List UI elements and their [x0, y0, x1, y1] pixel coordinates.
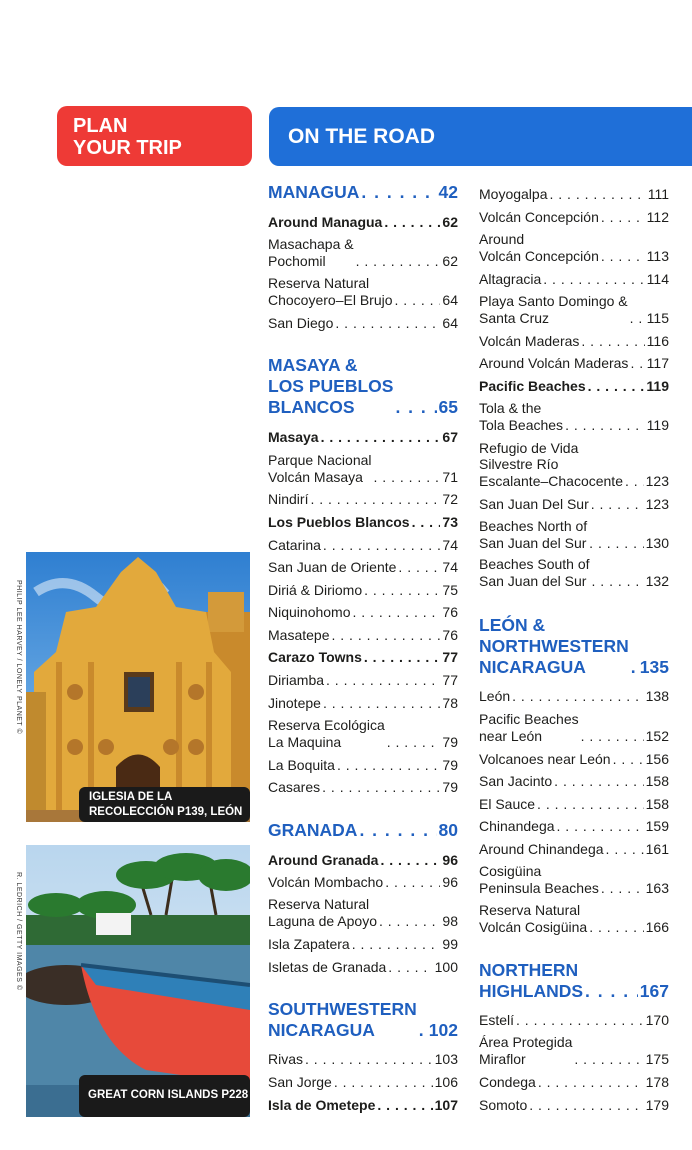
toc-entry — [479, 796, 669, 813]
dot-leader — [387, 734, 441, 751]
toc-entry — [268, 896, 458, 929]
toc-entry — [268, 537, 458, 554]
entry-title: Volcán Concepción — [479, 208, 599, 225]
page-number: 179 — [645, 1096, 669, 1113]
page-number: 102 — [428, 1020, 458, 1040]
page-number: 96 — [442, 873, 458, 890]
dot-leader — [592, 573, 644, 590]
dot-leader — [356, 253, 441, 270]
toc-entry — [479, 773, 669, 790]
entry-title: Reserva Natural Laguna de Apoyo — [268, 896, 377, 929]
entry-title: Isletas de Granada — [268, 958, 387, 975]
page-number: 123 — [645, 472, 669, 489]
dot-leader — [388, 959, 432, 976]
plan-tab-line2: YOUR TRIP — [73, 137, 182, 159]
entry-title: SOUTHWESTERN NICARAGUA — [268, 999, 417, 1040]
dot-leader — [335, 315, 440, 332]
photo-credit-bottom: R. LEDRICH / GETTY IMAGES © — [15, 872, 22, 991]
toc-entry — [479, 378, 669, 395]
page-number: 152 — [645, 727, 669, 744]
entry-title: Isla de Ometepe — [268, 1096, 376, 1113]
entry-title: Moyogalpa — [479, 185, 548, 202]
page-number: 72 — [442, 490, 458, 507]
page-number: 62 — [442, 213, 458, 230]
contents-column-3 — [479, 0, 669, 1150]
toc-entry — [268, 315, 458, 332]
dot-leader — [385, 874, 440, 891]
page-number: 64 — [442, 314, 458, 331]
page-number: 178 — [645, 1073, 669, 1090]
dot-leader — [537, 796, 644, 813]
entry-title: Beaches North of San Juan del Sur — [479, 518, 588, 551]
page-number: 76 — [442, 603, 458, 620]
toc-entry — [268, 852, 458, 869]
page-number: 79 — [442, 733, 458, 750]
page-number: 106 — [434, 1073, 458, 1090]
dot-leader — [353, 604, 441, 621]
page-number: 67 — [442, 428, 458, 445]
entry-title: Around Granada — [268, 851, 379, 868]
entry-title: Parque Nacional Volcán Masaya — [268, 452, 372, 485]
dot-leader — [321, 429, 441, 446]
entry-title: León — [479, 687, 511, 704]
toc-entry — [479, 209, 669, 226]
dot-leader — [395, 292, 441, 309]
page-number: 167 — [639, 981, 669, 1001]
toc-entry — [479, 818, 669, 835]
entry-title: Around Managua — [268, 213, 383, 230]
toc-entry — [268, 452, 458, 485]
dot-leader — [574, 1051, 643, 1068]
section-heading — [479, 615, 669, 678]
toc-entry — [479, 751, 669, 768]
section-heading — [479, 960, 669, 1002]
entry-title: Rivas — [268, 1050, 304, 1067]
entry-title: Jinotepe — [268, 694, 321, 711]
entry-title: Niquinohomo — [268, 603, 351, 620]
toc-entry — [268, 627, 458, 644]
page-number: 158 — [645, 795, 669, 812]
entry-title: Pacific Beaches — [479, 377, 586, 394]
dot-leader — [529, 1097, 643, 1114]
page-number: 75 — [442, 581, 458, 598]
entry-title: Cosigüina Peninsula Beaches — [479, 863, 599, 896]
entry-title: Around Chinandega — [479, 840, 604, 857]
entry-title: MASAYA & LOS PUEBLOS BLANCOS — [268, 355, 394, 417]
page-number: 65 — [438, 397, 458, 417]
toc-entry — [479, 518, 669, 551]
entry-title: NORTHERN HIGHLANDS — [479, 960, 584, 1001]
toc-entry — [479, 355, 669, 372]
toc-entry — [268, 236, 458, 269]
toc-entry — [479, 1097, 669, 1114]
toc-entry — [479, 293, 669, 326]
entry-title: La Boquita — [268, 756, 335, 773]
page-number: 161 — [645, 840, 669, 857]
dot-leader — [512, 688, 643, 705]
dot-leader — [364, 649, 441, 666]
entry-title: Volcanoes near León — [479, 750, 611, 767]
entry-title: Diriá & Diriomo — [268, 581, 363, 598]
entry-title: Área Protegida Miraflor — [479, 1034, 573, 1067]
dot-leader — [630, 355, 644, 372]
entry-title: Around Volcán Maderas — [479, 354, 629, 371]
section-heading — [268, 355, 458, 418]
entry-title: Masachapa & Pochomil — [268, 236, 354, 269]
dot-leader — [310, 491, 440, 508]
page-number: 166 — [645, 918, 669, 935]
toc-entry — [479, 231, 669, 264]
dot-leader — [565, 417, 645, 434]
dot-leader — [601, 880, 644, 897]
page-number: 119 — [646, 416, 669, 433]
toc-entry — [479, 1034, 669, 1067]
page-number: 156 — [645, 750, 669, 767]
page-number: 107 — [434, 1096, 458, 1113]
page-number: 114 — [646, 270, 669, 287]
dot-leader — [380, 852, 440, 869]
entry-title: Diriamba — [268, 671, 325, 688]
page-number: 175 — [645, 1050, 669, 1067]
dot-leader — [337, 757, 440, 774]
entry-title: Somoto — [479, 1096, 528, 1113]
dot-leader — [557, 818, 644, 835]
photo-caption-iglesia: IGLESIA DE LA RECOLECCIÓN P139, LEÓN — [79, 787, 250, 822]
page-number: 76 — [442, 626, 458, 643]
toc-entry — [479, 440, 669, 490]
entry-title: Condega — [479, 1073, 536, 1090]
dot-leader — [323, 695, 440, 712]
page-number: 112 — [646, 208, 669, 225]
page-number: 42 — [438, 182, 458, 202]
entry-title: San Jorge — [268, 1073, 332, 1090]
church-illustration — [26, 552, 250, 822]
dot-leader — [591, 496, 644, 513]
dot-leader — [326, 672, 440, 689]
toc-entry — [268, 1051, 458, 1068]
toc-entry — [268, 429, 458, 446]
entry-title: San Diego — [268, 314, 334, 331]
dot-leader — [585, 981, 638, 1002]
toc-entry — [268, 491, 458, 508]
plan-tab-line1: PLAN — [73, 115, 128, 137]
toc-entry — [479, 333, 669, 350]
entry-title: MANAGUA — [268, 182, 360, 202]
entry-title: Playa Santo Domingo & Santa Cruz — [479, 293, 628, 326]
toc-entry — [479, 863, 669, 896]
photo-credit-top: PHILIP LEE HARVEY / LONELY PLANET © — [15, 580, 22, 735]
toc-entry — [268, 582, 458, 599]
page-number: 100 — [434, 958, 458, 975]
page-number: 74 — [442, 558, 458, 575]
page-number: 79 — [442, 756, 458, 773]
dot-leader — [334, 1074, 433, 1091]
dot-leader — [630, 310, 645, 327]
page-number: 96 — [442, 851, 458, 868]
page-number: 99 — [442, 935, 458, 952]
page-number: 74 — [442, 536, 458, 553]
toc-entry — [268, 672, 458, 689]
entry-title: San Jacinto — [479, 772, 553, 789]
entry-title: Los Pueblos Blancos — [268, 513, 410, 530]
dot-leader — [543, 271, 644, 288]
on-the-road-label: ON THE ROAD — [288, 125, 435, 148]
page-number: 77 — [442, 648, 458, 665]
toc-entry — [479, 400, 669, 433]
toc-entry — [268, 649, 458, 666]
contents-column-2 — [268, 0, 458, 1150]
dot-leader — [377, 1097, 432, 1114]
entry-title: Reserva Natural Volcán Cosigüina — [479, 902, 588, 935]
dot-leader — [631, 657, 638, 678]
page-number: 80 — [438, 820, 458, 840]
entry-title: Tola & the Tola Beaches — [479, 400, 564, 433]
page-number: 116 — [646, 332, 669, 349]
entry-title: Nindirí — [268, 490, 309, 507]
toc-entry — [268, 1074, 458, 1091]
page-number: 103 — [434, 1050, 458, 1067]
toc-entry — [479, 841, 669, 858]
section-heading — [268, 820, 458, 841]
dot-leader — [305, 1051, 433, 1068]
toc-entry — [268, 559, 458, 576]
dot-leader — [379, 913, 440, 930]
entry-title: Isla Zapatera — [268, 935, 350, 952]
dot-leader — [384, 214, 440, 231]
page-number: 135 — [639, 657, 669, 677]
entry-title: Reserva Ecológica La Maquina — [268, 717, 385, 750]
dot-leader — [601, 209, 645, 226]
entry-title: Altagracia — [479, 270, 542, 287]
dot-leader — [606, 841, 644, 858]
entry-title: San Juan Del Sur — [479, 495, 589, 512]
toc-entry — [479, 186, 669, 203]
entry-title: Estelí — [479, 1011, 515, 1028]
dot-leader — [516, 1012, 644, 1029]
page-number: 79 — [442, 778, 458, 795]
page-number: 64 — [442, 291, 458, 308]
section-heading — [268, 999, 458, 1041]
dot-leader — [352, 936, 441, 953]
toc-entry — [479, 496, 669, 513]
dot-leader — [588, 378, 645, 395]
dot-leader — [601, 248, 645, 265]
toc-entry — [268, 1097, 458, 1114]
page-number: 158 — [645, 772, 669, 789]
dot-leader — [581, 333, 644, 350]
toc-entry — [479, 688, 669, 705]
page-number: 163 — [645, 879, 669, 896]
page-number: 132 — [645, 572, 669, 589]
entry-title: Carazo Towns — [268, 648, 362, 665]
toc-entry — [268, 604, 458, 621]
toc-entry — [268, 936, 458, 953]
dot-leader — [538, 1074, 644, 1091]
entry-title: Pacific Beaches near León — [479, 711, 579, 744]
entry-title: Beaches South of San Juan del Sur — [479, 556, 590, 589]
page-number: 159 — [645, 817, 669, 834]
dot-leader — [589, 919, 643, 936]
dot-leader — [625, 473, 644, 490]
toc-entry — [268, 717, 458, 750]
entry-title: Masaya — [268, 428, 319, 445]
dot-leader — [331, 627, 440, 644]
entry-title: Refugio de Vida Silvestre Río Escalante–Chacocente — [479, 439, 623, 489]
toc-entry — [479, 1012, 669, 1029]
entry-title: Chinandega — [479, 817, 555, 834]
toc-entry — [268, 695, 458, 712]
toc-entry — [268, 757, 458, 774]
dot-leader — [419, 1020, 427, 1041]
toc-entry — [268, 214, 458, 231]
toc-entry — [268, 874, 458, 891]
page-number: 170 — [645, 1011, 669, 1028]
entry-title: LEÓN & NORTHWESTERN NICARAGUA — [479, 615, 629, 677]
dot-leader — [364, 582, 440, 599]
toc-entry — [479, 556, 669, 589]
page-number: 115 — [646, 309, 669, 326]
entry-title: Volcán Mombacho — [268, 873, 384, 890]
dot-leader — [395, 397, 436, 418]
photo-great-corn-islands — [26, 845, 250, 1117]
page-number: 98 — [442, 912, 458, 929]
page-number: 113 — [646, 247, 669, 264]
page-number: 119 — [646, 377, 669, 394]
dot-leader — [322, 779, 440, 796]
entry-title: El Sauce — [479, 795, 536, 812]
dot-leader — [613, 751, 644, 768]
toc-entry — [479, 271, 669, 288]
page-number: 71 — [442, 468, 458, 485]
entry-title: Masatepe — [268, 626, 330, 643]
plan-your-trip-tab — [57, 106, 252, 166]
dot-leader — [374, 469, 441, 486]
dot-leader — [412, 514, 441, 531]
toc-entry — [479, 1074, 669, 1091]
entry-title: Volcán Maderas — [479, 332, 580, 349]
toc-entry — [268, 779, 458, 796]
dot-leader — [589, 535, 643, 552]
section-heading — [268, 182, 458, 203]
photo-caption-corn-islands: GREAT CORN ISLANDS P228 — [79, 1075, 250, 1117]
page-number: 130 — [645, 534, 669, 551]
page-number: 138 — [645, 687, 669, 704]
page-number: 73 — [442, 513, 458, 530]
entry-title: Reserva Natural Chocoyero–El Brujo — [268, 275, 393, 308]
toc-entry — [479, 711, 669, 744]
toc-entry — [268, 959, 458, 976]
dot-leader — [323, 537, 441, 554]
entry-title: San Juan de Oriente — [268, 558, 397, 575]
toc-entry — [268, 275, 458, 308]
photo-iglesia-recoleccion — [26, 552, 250, 822]
page-number: 77 — [442, 671, 458, 688]
toc-entry — [479, 902, 669, 935]
page-number: 111 — [647, 185, 669, 202]
page-number: 78 — [442, 694, 458, 711]
page-number: 123 — [645, 495, 669, 512]
dot-leader — [398, 559, 440, 576]
entry-title: Around Volcán Concepción — [479, 231, 599, 264]
entry-title: Casares — [268, 778, 321, 795]
page-number: 62 — [442, 252, 458, 269]
entry-title: GRANADA — [268, 820, 358, 840]
toc-entry — [268, 514, 458, 531]
dot-leader — [554, 773, 643, 790]
dot-leader — [581, 728, 644, 745]
dot-leader — [359, 820, 436, 841]
page-number: 117 — [646, 354, 669, 371]
dot-leader — [361, 182, 436, 203]
dot-leader — [550, 186, 646, 203]
entry-title: Catarina — [268, 536, 321, 553]
